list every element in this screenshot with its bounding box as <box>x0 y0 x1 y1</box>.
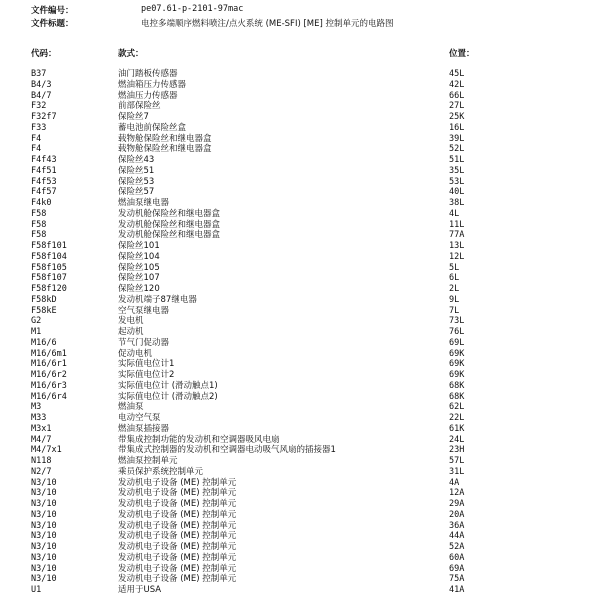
row-desc: 载物舱保险丝和继电器盒 <box>118 144 212 155</box>
row-code: M4/7x1 <box>31 445 62 456</box>
row-desc: 前部保险丝 <box>118 101 161 112</box>
row-pos: 41A <box>449 585 465 595</box>
table-row <box>0 187 609 198</box>
table-row <box>0 542 609 553</box>
row-pos: 62L <box>449 402 465 413</box>
row-code: B4/3 <box>31 79 52 90</box>
row-pos: 25K <box>449 112 465 122</box>
table-row <box>0 381 609 392</box>
table-row <box>0 564 609 575</box>
row-desc: 燃油泵插接器 <box>118 423 170 434</box>
table-row <box>0 230 609 241</box>
row-pos: 69L <box>449 337 465 348</box>
row-pos: 66L <box>449 90 465 101</box>
row-pos: 6L <box>449 273 460 284</box>
row-pos: 69K <box>449 348 465 359</box>
row-desc: 节气门促动器 <box>118 337 170 348</box>
table-row <box>0 252 609 263</box>
table-row <box>0 273 609 284</box>
row-desc: 保险丝57 <box>118 187 155 198</box>
row-desc: 发动机端子87继电器 <box>118 294 197 305</box>
table-row <box>0 510 609 521</box>
row-code: N3/10 <box>31 542 57 552</box>
table-row <box>0 241 609 252</box>
row-desc: 发动机电子设备 (ME) 控制单元 <box>118 563 237 574</box>
row-pos: 38L <box>449 198 465 208</box>
row-pos: 68K <box>449 380 465 391</box>
row-pos: 75A <box>449 574 465 585</box>
table-row <box>0 80 609 91</box>
row-code: F58f101 <box>31 241 67 251</box>
column-header-pos: 位置： <box>449 49 475 59</box>
row-desc: 保险丝43 <box>118 155 155 165</box>
row-code: N118 <box>31 456 52 466</box>
row-code: F58 <box>31 230 47 241</box>
row-desc: 发动机电子设备 (ME) 控制单元 <box>118 509 237 520</box>
table-row <box>0 392 609 403</box>
row-pos: 57L <box>449 456 465 466</box>
row-pos: 69K <box>449 359 465 370</box>
row-code: F58f107 <box>31 273 67 284</box>
row-pos: 45L <box>449 69 465 79</box>
row-pos: 73L <box>449 316 465 327</box>
row-code: N3/10 <box>31 563 57 574</box>
row-code: M16/6r4 <box>31 391 67 402</box>
row-desc: 保险丝105 <box>118 262 160 273</box>
row-code: M1 <box>31 327 42 337</box>
table-row <box>0 69 609 80</box>
row-pos: 68K <box>449 391 465 402</box>
row-code: G2 <box>31 316 42 327</box>
table-row <box>0 295 609 306</box>
row-pos: 35L <box>449 165 465 176</box>
row-code: N3/10 <box>31 574 57 585</box>
row-desc: 实际值电位计1 <box>118 359 175 370</box>
row-pos: 20A <box>449 509 465 520</box>
row-code: M4/7 <box>31 434 52 445</box>
row-code: M16/6r3 <box>31 380 67 391</box>
table-row <box>0 585 609 596</box>
row-code: F4f51 <box>31 165 57 176</box>
column-header-code: 代码： <box>31 49 57 59</box>
table-row <box>0 338 609 349</box>
row-desc: 发动机舱保险丝和继电器盒 <box>118 208 221 219</box>
row-code: N3/10 <box>31 488 57 499</box>
table-row <box>0 478 609 489</box>
row-desc: 发动机电子设备 (ME) 控制单元 <box>118 499 237 509</box>
row-desc: 发动机电子设备 (ME) 控制单元 <box>118 477 237 488</box>
row-desc: 发动机电子设备 (ME) 控制单元 <box>118 552 237 563</box>
row-pos: 39L <box>449 133 465 144</box>
table-row <box>0 166 609 177</box>
table-row <box>0 316 609 327</box>
row-pos: 7L <box>449 305 460 316</box>
row-desc: 保险丝101 <box>118 241 160 251</box>
row-pos: 9L <box>449 294 460 305</box>
row-code: F58f104 <box>31 251 67 262</box>
table-row <box>0 306 609 317</box>
row-desc: 带集成控制功能的发动机和空调器吸风电扇 <box>118 434 280 445</box>
row-desc: 实际值电位计 (滑动触点1) <box>118 380 218 391</box>
row-pos: 16L <box>449 122 465 133</box>
row-desc: 促动电机 <box>118 348 153 359</box>
row-desc: 燃油泵控制单元 <box>118 456 178 466</box>
doc-title-value: 电控多端顺序燃料喷注/点火系统 (ME-SFI) [ME] 控制单元的电路图 <box>141 19 394 29</box>
row-desc: 发动机舱保险丝和继电器盒 <box>118 219 221 230</box>
row-code: F4 <box>31 144 42 155</box>
row-pos: 11L <box>449 219 465 230</box>
row-desc: 保险丝53 <box>118 176 155 187</box>
column-header-desc: 款式： <box>118 49 144 59</box>
row-desc: 适用于USA <box>118 585 162 595</box>
row-pos: 36A <box>449 520 465 531</box>
row-pos: 76L <box>449 327 465 337</box>
table-row <box>0 424 609 435</box>
row-desc: 燃油压力传感器 <box>118 90 178 101</box>
row-pos: 2L <box>449 284 460 294</box>
table-row <box>0 574 609 585</box>
table-row <box>0 177 609 188</box>
row-desc: 燃油泵 <box>118 402 144 413</box>
row-desc: 保险丝107 <box>118 273 160 284</box>
table-row <box>0 445 609 456</box>
row-pos: 51L <box>449 155 465 165</box>
row-code: F4f57 <box>31 187 57 198</box>
table-row <box>0 521 609 532</box>
row-desc: 电动空气泵 <box>118 413 161 423</box>
row-code: N2/7 <box>31 466 52 477</box>
row-code: M16/6m1 <box>31 348 67 359</box>
row-desc: 乘员保护系统控制单元 <box>118 466 204 477</box>
row-desc: 发电机 <box>118 316 144 327</box>
doc-number-value: pe07.61-p-2101-97mac <box>141 4 244 14</box>
row-pos: 4L <box>449 208 460 219</box>
table-row <box>0 198 609 209</box>
row-code: N3/10 <box>31 499 57 509</box>
table-row <box>0 91 609 102</box>
row-desc: 燃油箱压力传感器 <box>118 79 187 90</box>
row-code: F58 <box>31 208 47 219</box>
row-desc: 发动机电子设备 (ME) 控制单元 <box>118 531 237 542</box>
table-row <box>0 144 609 155</box>
row-code: N3/10 <box>31 531 57 542</box>
row-pos: 44A <box>449 531 465 542</box>
row-desc: 保险丝104 <box>118 251 160 262</box>
table-row <box>0 370 609 381</box>
row-code: F4f53 <box>31 176 57 187</box>
row-code: F58kD <box>31 294 57 305</box>
table-row <box>0 349 609 360</box>
row-code: N3/10 <box>31 477 57 488</box>
table-row <box>0 435 609 446</box>
row-code: F32 <box>31 101 47 112</box>
table-row <box>0 155 609 166</box>
row-desc: 燃油泵继电器 <box>118 198 170 208</box>
row-code: N3/10 <box>31 520 57 531</box>
row-code: M3x1 <box>31 423 52 434</box>
row-pos: 12L <box>449 251 465 262</box>
row-desc: 发动机电子设备 (ME) 控制单元 <box>118 542 237 552</box>
row-code: F4f43 <box>31 155 57 165</box>
row-desc: 油门踏板传感器 <box>118 69 178 79</box>
table-row <box>0 402 609 413</box>
row-desc: 发动机电子设备 (ME) 控制单元 <box>118 488 237 499</box>
table-row <box>0 456 609 467</box>
table-row <box>0 359 609 370</box>
table-row <box>0 123 609 134</box>
row-code: F32f7 <box>31 112 57 122</box>
row-code: N3/10 <box>31 509 57 520</box>
row-desc: 保险丝51 <box>118 165 155 176</box>
row-code: M33 <box>31 413 47 423</box>
table-row <box>0 284 609 295</box>
row-desc: 空气泵继电器 <box>118 305 170 316</box>
table-row <box>0 327 609 338</box>
row-pos: 5L <box>449 262 460 273</box>
row-code: M16/6 <box>31 337 57 348</box>
row-pos: 77A <box>449 230 465 241</box>
doc-title-label: 文件标题： <box>31 19 74 29</box>
row-desc: 发动机电子设备 (ME) 控制单元 <box>118 520 237 531</box>
row-pos: 52A <box>449 542 465 552</box>
row-pos: 42L <box>449 79 465 90</box>
row-desc: 起动机 <box>118 327 144 337</box>
row-desc: 保险丝120 <box>118 284 160 294</box>
row-desc: 发动机电子设备 (ME) 控制单元 <box>118 574 237 585</box>
row-code: M16/6r2 <box>31 370 67 380</box>
table-row <box>0 467 609 478</box>
row-pos: 52L <box>449 144 465 155</box>
row-code: F4k0 <box>31 198 52 208</box>
doc-number-label: 文件编号： <box>31 6 74 16</box>
row-pos: 69A <box>449 563 465 574</box>
row-pos: 29A <box>449 499 465 509</box>
row-code: F33 <box>31 122 47 133</box>
table-row <box>0 413 609 424</box>
row-desc: 蓄电池前保险丝盒 <box>118 122 187 133</box>
row-desc: 保险丝7 <box>118 112 149 122</box>
row-code: B4/7 <box>31 90 52 101</box>
row-pos: 31L <box>449 466 465 477</box>
table-row <box>0 553 609 564</box>
row-code: M16/6r1 <box>31 359 67 370</box>
row-pos: 13L <box>449 241 465 251</box>
row-pos: 12A <box>449 488 465 499</box>
row-desc: 实际值电位计2 <box>118 370 175 380</box>
row-code: M3 <box>31 402 42 413</box>
row-pos: 24L <box>449 434 465 445</box>
row-code: F58 <box>31 219 47 230</box>
row-pos: 22L <box>449 413 465 423</box>
row-pos: 60A <box>449 552 465 563</box>
row-code: F58f105 <box>31 262 67 273</box>
row-code: B37 <box>31 69 47 79</box>
table-row <box>0 531 609 542</box>
row-desc: 带集成式控制器的发动机和空调器电动吸气风扇的插接器1 <box>118 445 336 456</box>
row-desc: 发动机舱保险丝和继电器盒 <box>118 230 221 241</box>
row-pos: 53L <box>449 176 465 187</box>
row-pos: 4A <box>449 477 460 488</box>
row-pos: 69K <box>449 370 465 380</box>
row-desc: 实际值电位计 (滑动触点2) <box>118 391 218 402</box>
row-code: F4 <box>31 133 42 144</box>
table-row <box>0 488 609 499</box>
row-code: U1 <box>31 585 42 595</box>
table-row <box>0 134 609 145</box>
row-pos: 23H <box>449 445 465 456</box>
row-desc: 载物舱保险丝和继电器盒 <box>118 133 212 144</box>
component-list <box>0 69 609 596</box>
table-row <box>0 112 609 123</box>
table-row <box>0 209 609 220</box>
table-row <box>0 101 609 112</box>
row-code: F58f120 <box>31 284 67 294</box>
table-row <box>0 220 609 231</box>
row-pos: 40L <box>449 187 465 198</box>
row-code: F58kE <box>31 305 57 316</box>
row-pos: 61K <box>449 423 465 434</box>
row-pos: 27L <box>449 101 465 112</box>
row-code: N3/10 <box>31 552 57 563</box>
table-row <box>0 263 609 274</box>
table-row <box>0 499 609 510</box>
